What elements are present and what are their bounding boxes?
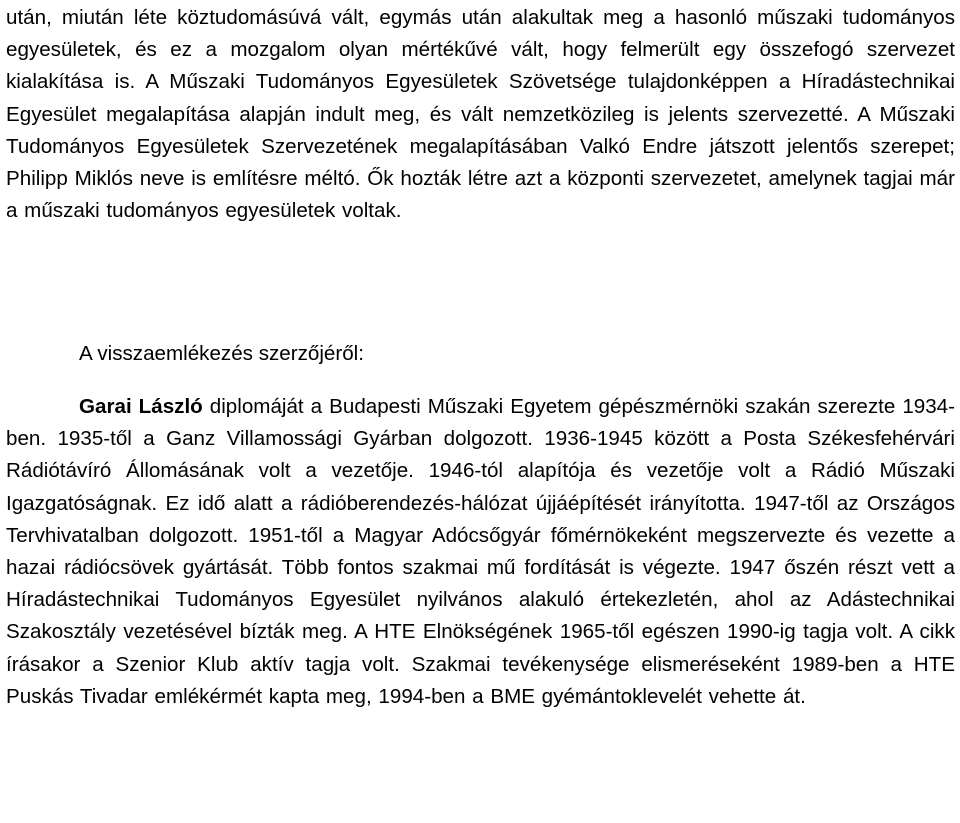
bio-text: diplomáját a Budapesti Műszaki Egyetem gépészmérnöki szakán szerezte 1934-ben. 1935-től a Ganz Villamossági Gyárban dolgozott. 1936-1945 között a Posta Székesfehérvári Rádiótávíró Állomásának volt a vezetője. 1946-tól alapítója és vezetője volt a Rádió Műszaki Igazgatóságnak. Ez idő alatt a rádióberendezés-hálózat újjáépítését irányította. 1947-től az Országos Tervhivatalban dolgozott. 1951-től a Magyar Adócsőgyár főmérnökeként megszervezte és vezette a hazai rádiócsövek gyártását. Több fontos szakmai mű fordítását is végezte. 1947 őszén részt vett a Híradástechnikai Tudományos Egyesület nyilvános alakuló értekezletén, ahol az Adástechnikai Szakosztály vezetésével bízták meg. A HTE Elnökségének 1965-től egészen 1990-ig tagja volt. A cikk írásakor a Szenior Klub aktív tagja volt. Szakmai tevékenysége elismeréseként 1989-ben a HTE Puskás Tivadar emlékérmét kapta meg, 1994-ben a BME gyémántoklevelét vehette át. bbox=[6, 395, 955, 708]
bio-paragraph bbox=[6, 391, 955, 713]
intro-paragraph: után, miután léte köztudomásúvá vált, egymás után alakultak meg a hasonló műszaki tudományos egyesületek, és ez a mozgalom olyan mértékűvé vált, hogy felmerült egy összefogó szervezet kialakítása is. A Műszaki Tudományos Egyesületek Szövetsége tulajdonképpen a Híradástechnikai Egyesület megalapítása alapján indult meg, és vált nemzetközileg is jelents szervezetté. A Műszaki Tudományos Egyesületek Szervezetének megalapításában Valkó Endre játszott jelentős szerepet; Philipp Miklós neve is említésre méltó. Ők hozták létre azt a központi szervezetet, amelynek tagjai már a műszaki tudományos egyesületek voltak. bbox=[6, 6, 955, 223]
bio-author-name: Garai László bbox=[79, 395, 203, 418]
document-page bbox=[6, 0, 955, 823]
section-heading: A visszaemlékezés szerzőjéről: bbox=[79, 342, 364, 365]
